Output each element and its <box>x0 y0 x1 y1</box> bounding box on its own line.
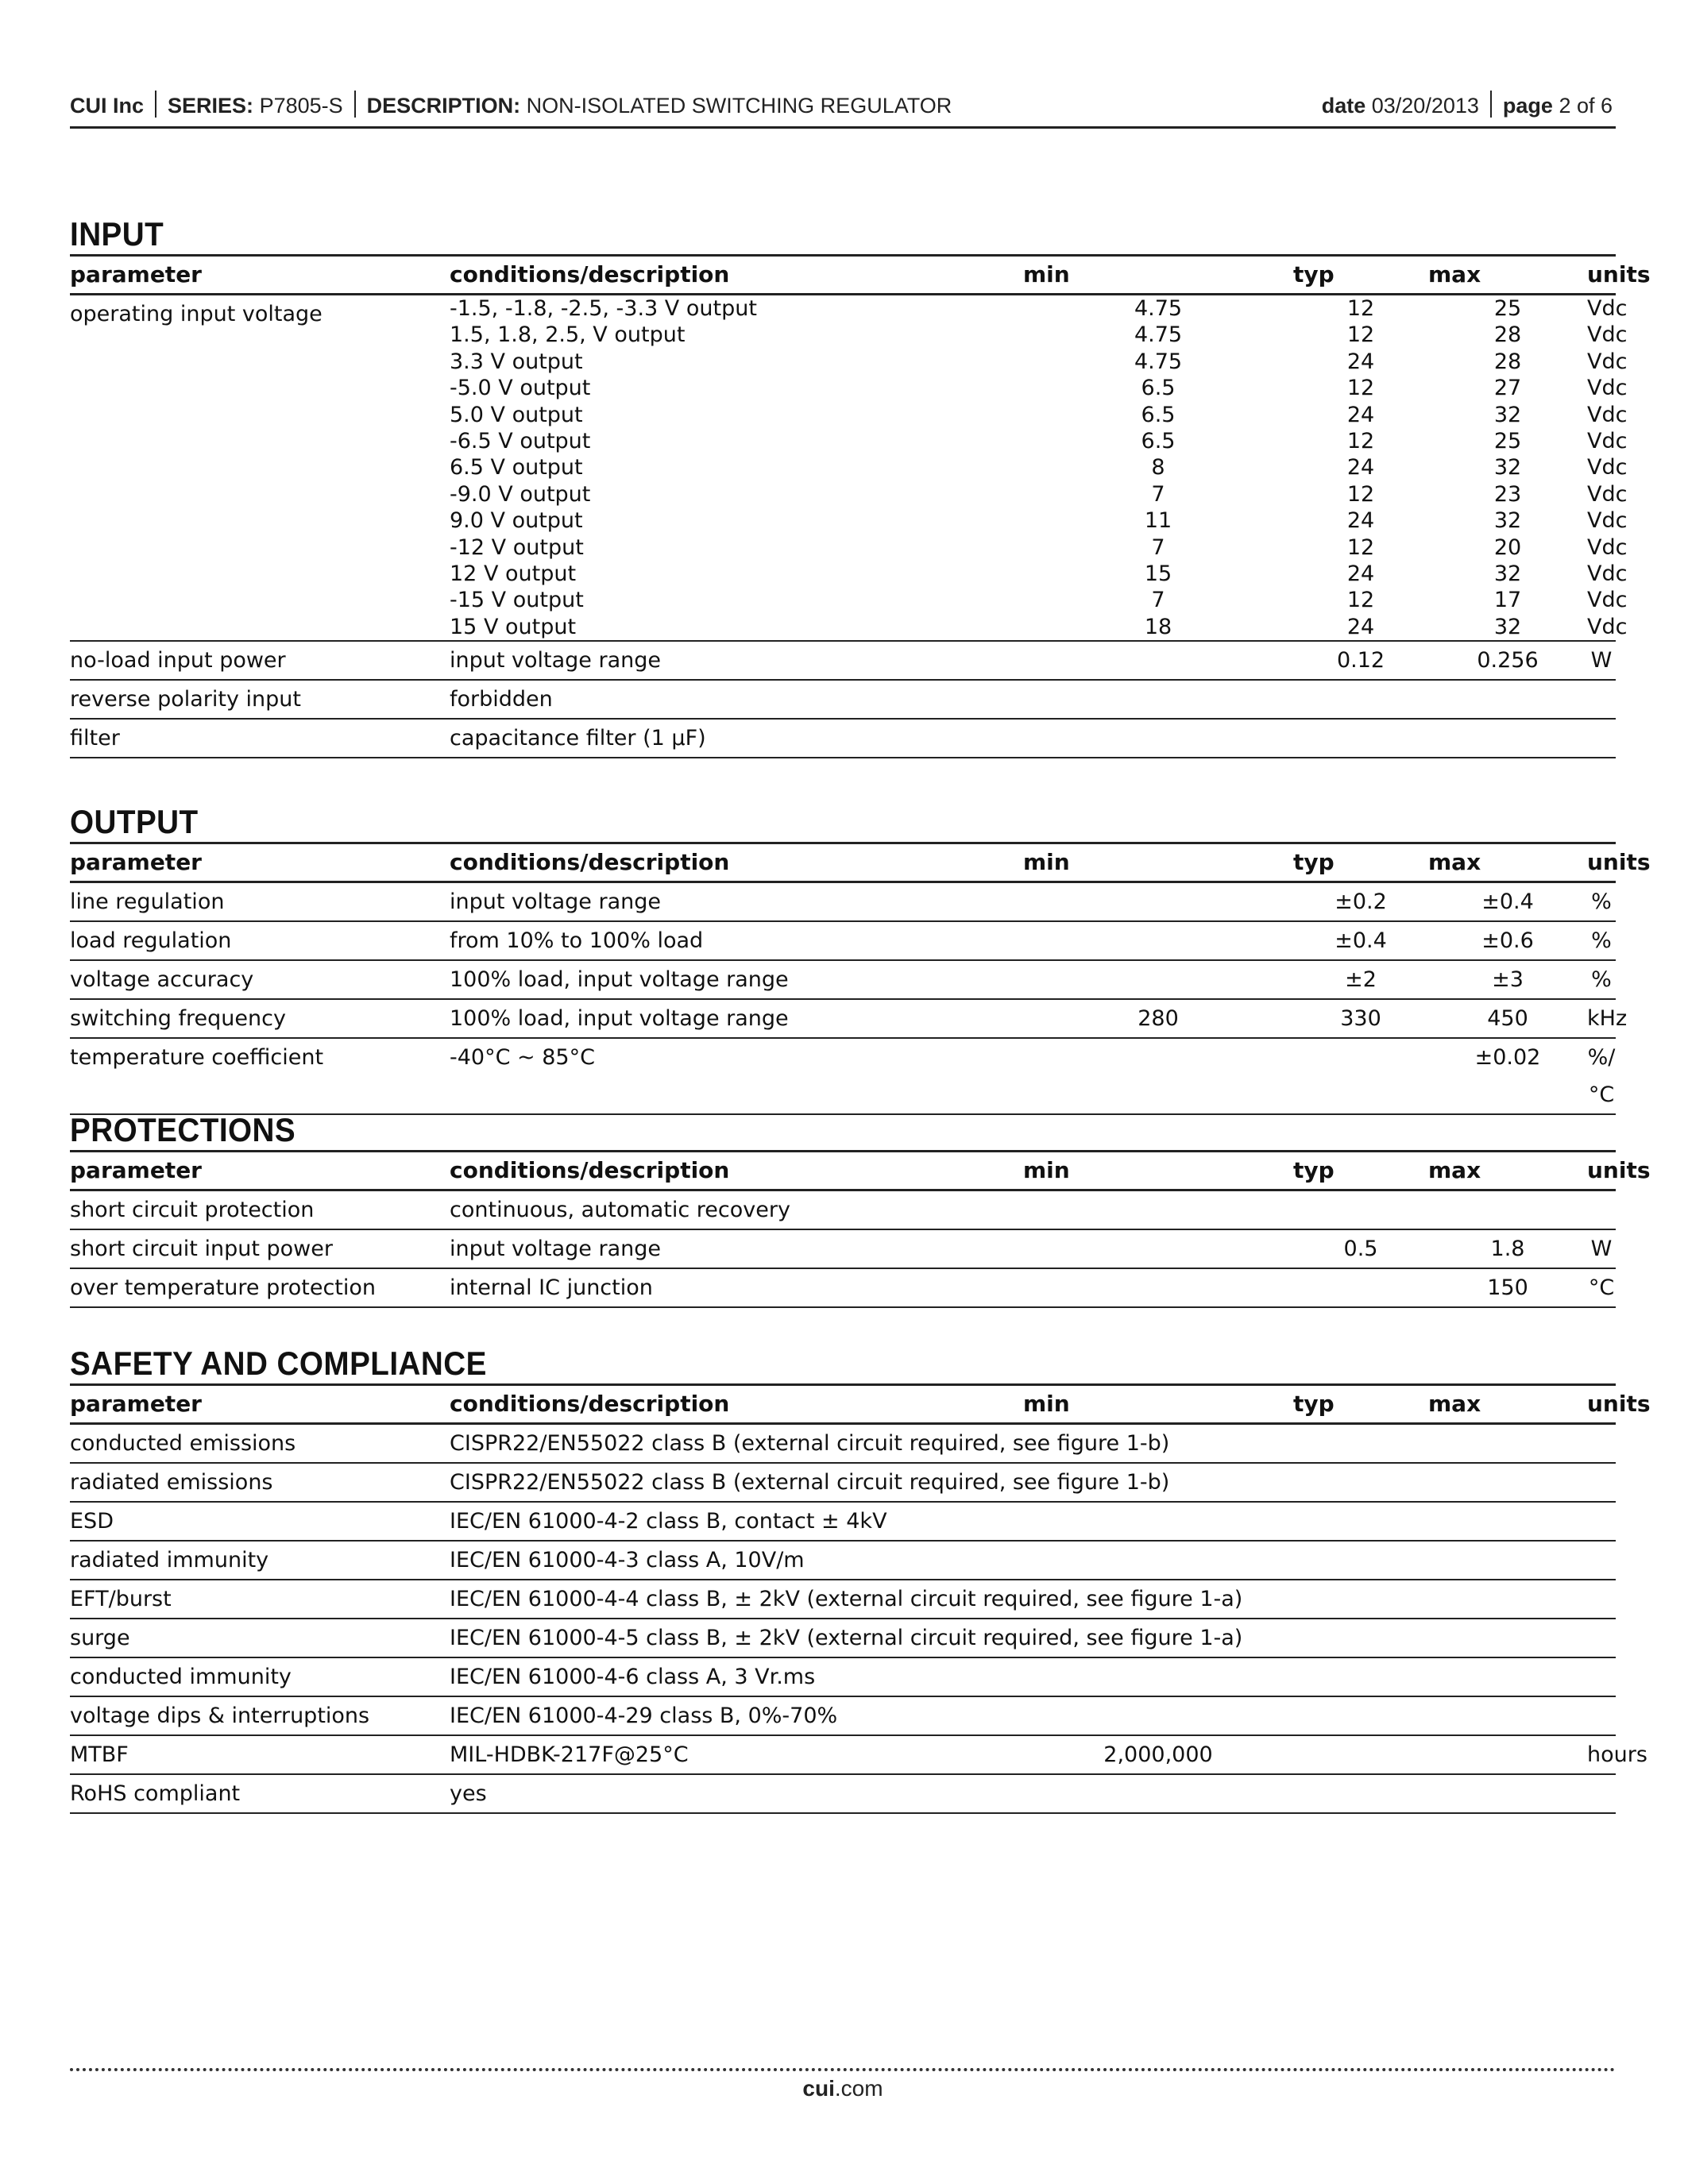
max-value: 32 <box>1493 561 1522 587</box>
param-cell: switching frequency <box>70 1006 286 1031</box>
table-row <box>70 1619 1616 1657</box>
condition-cell: capacitance filter (1 μF) <box>450 726 706 751</box>
col-max: max <box>1428 261 1481 287</box>
units-value: Vdc <box>1587 429 1628 454</box>
units-cell <box>1587 1619 1616 1657</box>
typ-cell <box>1293 719 1428 758</box>
table-row <box>70 680 1616 719</box>
min-cell <box>1023 1229 1293 1268</box>
condition-line: -5.0 V output <box>450 376 591 401</box>
footer-divider <box>70 2068 1616 2071</box>
min-value: 11 <box>1144 508 1172 534</box>
condition-line: 3.3 V output <box>450 349 583 374</box>
min-value: 18 <box>1144 614 1172 639</box>
units-value: Vdc <box>1587 481 1628 507</box>
min-cell <box>1023 719 1293 758</box>
typ-cell: 330 <box>1340 1006 1381 1031</box>
min-value: 6.5 <box>1141 376 1176 401</box>
param-cell: conducted immunity <box>70 1665 292 1689</box>
max-value: 25 <box>1493 296 1522 321</box>
operating-voltage-conditions <box>450 295 1023 642</box>
units-value: Vdc <box>1587 402 1628 427</box>
condition-line: 6.5 V output <box>450 455 583 480</box>
table-row <box>70 1424 1616 1464</box>
param-cell: reverse polarity input <box>70 687 301 712</box>
units-value: Vdc <box>1587 349 1628 374</box>
param-operating-input-voltage: operating input voltage <box>70 302 323 326</box>
col-min: min <box>1023 849 1070 875</box>
operating-voltage-typ <box>1293 295 1428 642</box>
units-cell: %/°C <box>1587 1045 1616 1107</box>
units-cell: W <box>1590 1237 1613 1261</box>
param-cell: over temperature protection <box>70 1275 377 1300</box>
footer-website[interactable] <box>70 2076 1616 2101</box>
condition-cell: forbidden <box>450 687 553 712</box>
typ-value: 12 <box>1346 588 1375 613</box>
series-label: SERIES: <box>168 94 254 118</box>
typ-cell <box>1293 1190 1428 1230</box>
protections-section <box>70 1110 1651 1308</box>
table-row <box>70 1580 1616 1619</box>
description-value: NON-ISOLATED SWITCHING REGULATOR <box>526 94 952 118</box>
safety-section <box>70 1344 1651 1814</box>
col-conditions: conditions/description <box>450 1391 730 1417</box>
units-cell <box>1587 1580 1616 1619</box>
table-header-row <box>70 1152 1616 1190</box>
col-max: max <box>1428 849 1481 875</box>
table-row <box>70 641 1616 680</box>
section-title-safety: SAFETY AND COMPLIANCE <box>70 1345 487 1382</box>
col-parameter: parameter <box>70 1391 202 1417</box>
min-cell: 2,000,000 <box>1103 1742 1213 1767</box>
condition-line: -1.5, -1.8, -2.5, -3.3 V output <box>450 296 757 321</box>
condition-cell: internal IC junction <box>450 1275 653 1300</box>
col-conditions: conditions/description <box>450 1157 730 1183</box>
header-separator <box>155 91 156 118</box>
max-value: 32 <box>1493 455 1522 480</box>
col-conditions: conditions/description <box>450 849 730 875</box>
units-value: Vdc <box>1587 614 1628 639</box>
footer-brand: cui <box>802 2076 835 2101</box>
date-label: date <box>1321 94 1366 118</box>
units-cell <box>1587 719 1616 758</box>
max-cell: ±0.6 <box>1481 928 1534 953</box>
units-cell: hours <box>1587 1742 1647 1767</box>
col-parameter: parameter <box>70 1157 202 1183</box>
typ-value: 24 <box>1346 561 1375 587</box>
units-cell: kHz <box>1587 1006 1628 1031</box>
max-value: 25 <box>1493 429 1522 454</box>
col-max: max <box>1428 1391 1481 1417</box>
page-label: page <box>1502 94 1553 118</box>
min-cell <box>1023 1038 1293 1114</box>
col-min: min <box>1023 261 1070 287</box>
min-value: 6.5 <box>1141 402 1176 427</box>
header-separator <box>1490 91 1492 118</box>
units-cell <box>1587 1774 1616 1813</box>
param-cell: EFT/burst <box>70 1587 172 1611</box>
output-table <box>70 842 1651 1115</box>
min-value: 4.75 <box>1134 322 1183 348</box>
header-left <box>70 91 952 118</box>
table-row <box>70 1541 1616 1580</box>
min-value: 7 <box>1151 481 1165 507</box>
operating-voltage-units <box>1587 295 1628 642</box>
condition-cell: input voltage range <box>450 1237 662 1261</box>
units-cell: % <box>1591 967 1612 992</box>
condition-line: -9.0 V output <box>450 481 591 507</box>
typ-value: 12 <box>1346 376 1375 401</box>
min-value: 7 <box>1151 534 1165 560</box>
typ-value: 24 <box>1346 614 1375 639</box>
condition-cell: yes <box>450 1781 487 1806</box>
units-cell <box>1587 1502 1616 1541</box>
max-cell: ±0.02 <box>1474 1045 1541 1070</box>
param-cell: short circuit input power <box>70 1237 333 1261</box>
max-cell <box>1428 680 1587 719</box>
units-cell <box>1587 1424 1616 1464</box>
typ-cell: ±0.4 <box>1335 928 1387 953</box>
date-value: 03/20/2013 <box>1371 94 1479 118</box>
max-value: 28 <box>1493 349 1522 374</box>
units-cell: W <box>1590 648 1613 673</box>
condition-cell: 100% load, input voltage range <box>450 1006 789 1031</box>
param-cell: radiated immunity <box>70 1548 269 1572</box>
header-separator <box>354 91 356 118</box>
condition-cell: continuous, automatic recovery <box>450 1198 790 1222</box>
param-cell: voltage dips & interruptions <box>70 1704 370 1728</box>
typ-cell: 0.5 <box>1343 1237 1378 1261</box>
table-row <box>70 921 1616 960</box>
col-typ: typ <box>1293 1391 1335 1417</box>
condition-line: 1.5, 1.8, 2.5, V output <box>450 322 686 348</box>
col-units: units <box>1587 1157 1651 1183</box>
units-value: Vdc <box>1587 534 1628 560</box>
page-number: 2 of 6 <box>1559 94 1613 118</box>
condition-cell: IEC/EN 61000-4-4 class B, ± 2kV (external circuit required, see figure 1-a) <box>450 1587 1243 1611</box>
param-cell: line regulation <box>70 889 225 914</box>
param-cell: conducted emissions <box>70 1431 296 1456</box>
condition-line: -15 V output <box>450 588 584 613</box>
units-value: Vdc <box>1587 455 1628 480</box>
condition-cell: from 10% to 100% load <box>450 928 704 953</box>
table-row <box>70 1190 1616 1230</box>
min-cell <box>1023 882 1293 922</box>
col-typ: typ <box>1293 261 1335 287</box>
typ-value: 12 <box>1346 322 1375 348</box>
units-value: Vdc <box>1587 561 1628 587</box>
min-cell <box>1023 641 1293 680</box>
typ-cell <box>1293 1735 1428 1774</box>
param-cell: MTBF <box>70 1742 129 1767</box>
condition-cell: IEC/EN 61000-4-3 class A, 10V/m <box>450 1548 805 1572</box>
min-cell: 280 <box>1138 1006 1179 1031</box>
typ-cell <box>1293 1038 1428 1114</box>
section-title-input: INPUT <box>70 215 164 253</box>
condition-line: -12 V output <box>450 534 584 560</box>
datasheet-page <box>70 0 1651 2184</box>
min-value: 15 <box>1144 561 1172 587</box>
condition-line: 9.0 V output <box>450 508 583 534</box>
header-right <box>1322 91 1613 118</box>
company-name: CUI Inc <box>70 94 145 118</box>
table-row <box>70 1463 1616 1502</box>
table-row <box>70 1657 1616 1696</box>
series-value: P7805-S <box>259 94 343 118</box>
max-value: 23 <box>1493 481 1522 507</box>
max-cell: 150 <box>1487 1275 1528 1300</box>
table-header-row <box>70 843 1616 882</box>
col-typ: typ <box>1293 849 1335 875</box>
max-cell <box>1428 1735 1587 1774</box>
table-row <box>70 999 1616 1038</box>
table-row <box>70 960 1616 999</box>
typ-value: 24 <box>1346 349 1375 374</box>
condition-line: 15 V output <box>450 614 577 639</box>
min-value: 8 <box>1151 455 1165 480</box>
operating-voltage-min <box>1023 295 1293 642</box>
max-value: 28 <box>1493 322 1522 348</box>
typ-value: 12 <box>1346 296 1375 321</box>
max-cell: 450 <box>1487 1006 1528 1031</box>
condition-cell: CISPR22/EN55022 class B (external circuit required, see figure 1-b) <box>450 1431 1170 1456</box>
typ-cell: 0.12 <box>1336 648 1385 673</box>
col-units: units <box>1587 849 1651 875</box>
max-value: 27 <box>1493 376 1522 401</box>
param-cell: voltage accuracy <box>70 967 254 992</box>
condition-cell: IEC/EN 61000-4-2 class B, contact ± 4kV <box>450 1509 887 1534</box>
table-header-row <box>70 256 1616 295</box>
table-row <box>70 882 1616 922</box>
units-value: Vdc <box>1587 322 1628 348</box>
condition-line: 12 V output <box>450 561 577 587</box>
typ-value: 24 <box>1346 455 1375 480</box>
max-cell: 0.256 <box>1477 648 1539 673</box>
units-cell <box>1587 1190 1616 1230</box>
param-cell: surge <box>70 1626 130 1650</box>
max-cell: ±0.4 <box>1481 889 1534 914</box>
table-row <box>70 1229 1616 1268</box>
units-cell <box>1587 1696 1616 1735</box>
min-cell <box>1023 1190 1293 1230</box>
condition-cell: IEC/EN 61000-4-5 class B, ± 2kV (external circuit required, see figure 1-a) <box>450 1626 1243 1650</box>
section-title-protections: PROTECTIONS <box>70 1111 296 1148</box>
units-cell <box>1587 680 1616 719</box>
col-parameter: parameter <box>70 849 202 875</box>
typ-cell: ±2 <box>1345 967 1377 992</box>
units-cell: °C <box>1588 1275 1615 1300</box>
col-units: units <box>1587 1391 1651 1417</box>
max-value: 20 <box>1493 534 1522 560</box>
typ-value: 12 <box>1346 534 1375 560</box>
min-value: 4.75 <box>1134 296 1183 321</box>
max-cell <box>1428 719 1587 758</box>
units-cell <box>1587 1541 1616 1580</box>
table-row <box>70 1038 1616 1114</box>
min-cell <box>1023 921 1293 960</box>
units-cell: % <box>1591 889 1612 914</box>
condition-cell: input voltage range <box>450 889 662 914</box>
typ-value: 24 <box>1346 402 1375 427</box>
input-section <box>70 214 1651 758</box>
footer-domain: .com <box>834 2076 883 2101</box>
condition-cell: 100% load, input voltage range <box>450 967 789 992</box>
col-max: max <box>1428 1157 1481 1183</box>
typ-value: 24 <box>1346 508 1375 534</box>
description-label: DESCRIPTION: <box>366 94 521 118</box>
table-row <box>70 1268 1616 1307</box>
param-cell: load regulation <box>70 928 232 953</box>
col-min: min <box>1023 1157 1070 1183</box>
condition-cell: IEC/EN 61000-4-29 class B, 0%-70% <box>450 1704 838 1728</box>
max-cell: 1.8 <box>1490 1237 1525 1261</box>
min-cell <box>1023 960 1293 999</box>
units-cell <box>1587 1463 1616 1502</box>
condition-cell: CISPR22/EN55022 class B (external circuit required, see figure 1-b) <box>450 1470 1170 1495</box>
param-cell: no-load input power <box>70 648 286 673</box>
units-value: Vdc <box>1587 376 1628 401</box>
output-section <box>70 802 1651 1115</box>
units-value: Vdc <box>1587 296 1628 321</box>
table-header-row <box>70 1385 1616 1424</box>
condition-cell: MIL-HDBK-217F@25°C <box>450 1742 689 1767</box>
max-value: 17 <box>1493 588 1522 613</box>
table-row <box>70 1502 1616 1541</box>
param-cell: RoHS compliant <box>70 1781 241 1806</box>
max-cell: ±3 <box>1492 967 1524 992</box>
param-cell: radiated emissions <box>70 1470 273 1495</box>
col-conditions: conditions/description <box>450 261 730 287</box>
units-value: Vdc <box>1587 588 1628 613</box>
table-row <box>70 719 1616 758</box>
min-value: 7 <box>1151 588 1165 613</box>
protections-table <box>70 1150 1651 1308</box>
units-cell <box>1587 1657 1616 1696</box>
page-header <box>70 89 1616 129</box>
table-row <box>70 295 1616 642</box>
input-table <box>70 254 1651 758</box>
typ-cell: ±0.2 <box>1335 889 1387 914</box>
condition-cell: -40°C ~ 85°C <box>450 1045 595 1070</box>
typ-value: 12 <box>1346 429 1375 454</box>
table-row <box>70 1735 1616 1774</box>
condition-line: 5.0 V output <box>450 402 583 427</box>
table-row <box>70 1774 1616 1813</box>
col-parameter: parameter <box>70 261 202 287</box>
section-title-output: OUTPUT <box>70 803 199 840</box>
max-value: 32 <box>1493 402 1522 427</box>
operating-voltage-max <box>1428 295 1587 642</box>
param-cell: short circuit protection <box>70 1198 315 1222</box>
min-cell <box>1023 1268 1293 1307</box>
units-cell: % <box>1591 928 1612 953</box>
param-cell: filter <box>70 726 120 751</box>
table-row <box>70 1696 1616 1735</box>
max-cell <box>1428 1190 1587 1230</box>
condition-cell: input voltage range <box>450 648 662 673</box>
max-value: 32 <box>1493 508 1522 534</box>
param-cell: temperature coefficient <box>70 1045 324 1070</box>
units-value: Vdc <box>1587 508 1628 534</box>
typ-cell <box>1293 1268 1428 1307</box>
min-value: 4.75 <box>1134 349 1183 374</box>
typ-value: 12 <box>1346 481 1375 507</box>
col-units: units <box>1587 261 1651 287</box>
condition-cell: IEC/EN 61000-4-6 class A, 3 Vr.ms <box>450 1665 816 1689</box>
col-typ: typ <box>1293 1157 1335 1183</box>
param-cell: ESD <box>70 1509 114 1534</box>
safety-table <box>70 1383 1651 1814</box>
max-value: 32 <box>1493 614 1522 639</box>
min-value: 6.5 <box>1141 429 1176 454</box>
typ-cell <box>1293 680 1428 719</box>
condition-line: -6.5 V output <box>450 429 591 454</box>
min-cell <box>1023 680 1293 719</box>
col-min: min <box>1023 1391 1070 1417</box>
